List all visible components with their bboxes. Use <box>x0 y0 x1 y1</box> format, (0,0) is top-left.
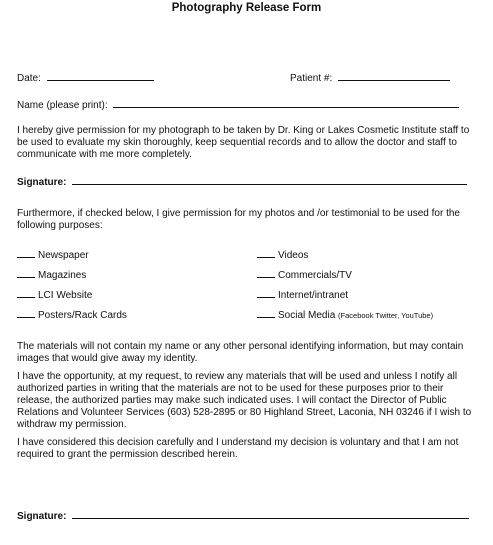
name-label: Name (please print): <box>17 100 108 111</box>
purpose-checkbox[interactable] <box>257 268 275 278</box>
review-paragraph <box>17 371 479 431</box>
purpose-item <box>17 288 92 302</box>
permission-text: I hereby give permission for my photograph to be taken by Dr. King or Lakes Cosmetic Institute staff to be used to evaluate my skin thoroughly, keep sequential records and to allow the doctor and staff to communicate with me more completely. <box>17 125 470 160</box>
purpose-item <box>257 248 308 262</box>
patient-row <box>290 71 450 85</box>
purpose-checkbox[interactable] <box>257 248 275 258</box>
name-row <box>17 98 459 112</box>
purpose-checkbox[interactable] <box>17 288 35 298</box>
form-title: Photography Release Form <box>171 2 322 14</box>
date-field[interactable] <box>47 71 154 81</box>
signature-label-bottom: Signature: <box>17 511 67 522</box>
review-text: I have the opportunity, at my request, to review any materials that will be used and unless I notify all authorized parties in writing that the materials are not to be used for these purposes prior to their release, the authorized parties may make such indicated uses. I will contact the Director of Public Relations and Volunteer Services (603) 528-2895 or 80 Highland Street, Laconia, NH 03246 if I wish to withdraw my permission. <box>17 371 472 430</box>
signature-field[interactable] <box>72 175 467 185</box>
purpose-label: Magazines <box>38 270 87 281</box>
purpose-item <box>17 248 89 262</box>
voluntary-paragraph <box>17 437 479 461</box>
signature-field-bottom[interactable] <box>72 509 469 519</box>
furthermore-paragraph <box>17 208 477 232</box>
patient-label: Patient #: <box>290 73 333 84</box>
date-label: Date: <box>17 73 41 84</box>
purpose-label: Videos <box>278 250 309 261</box>
voluntary-text: I have considered this decision carefully and I understand my decision is voluntary and that I am not required to grant the permission described herein. <box>17 437 459 460</box>
signature-row <box>17 175 467 189</box>
purpose-item <box>17 308 127 322</box>
permission-paragraph <box>17 125 477 161</box>
name-field[interactable] <box>113 98 459 108</box>
materials-text: The materials will not contain my name or any other personal identifying information, but may contain images that would give away my identity. <box>17 341 464 364</box>
patient-number-field[interactable] <box>338 71 450 81</box>
purpose-label: Commercials/TV <box>278 270 352 281</box>
purpose-label: Posters/Rack Cards <box>38 310 127 321</box>
purpose-label: Newspaper <box>38 250 89 261</box>
purpose-label: Social Media <box>278 310 336 321</box>
signature-label: Signature: <box>17 177 67 188</box>
purpose-checkbox[interactable] <box>257 308 275 318</box>
date-row <box>17 71 154 85</box>
purpose-checkbox[interactable] <box>17 308 35 318</box>
materials-paragraph <box>17 341 479 365</box>
purpose-item <box>17 268 86 282</box>
social-media-note: (Facebook Twitter, YouTube) <box>338 311 434 320</box>
purpose-label: LCI Website <box>38 290 93 301</box>
purpose-checkbox[interactable] <box>257 288 275 298</box>
purpose-item <box>257 268 352 282</box>
purpose-item <box>257 308 433 322</box>
purpose-item <box>257 288 348 302</box>
purpose-label: Internet/intranet <box>278 290 349 301</box>
purpose-checkbox[interactable] <box>17 248 35 258</box>
purpose-checkbox[interactable] <box>17 268 35 278</box>
furthermore-text: Furthermore, if checked below, I give permission for my photos and /or testimonial to be used for the following purposes: <box>17 208 460 231</box>
signature-row-bottom <box>17 509 469 523</box>
